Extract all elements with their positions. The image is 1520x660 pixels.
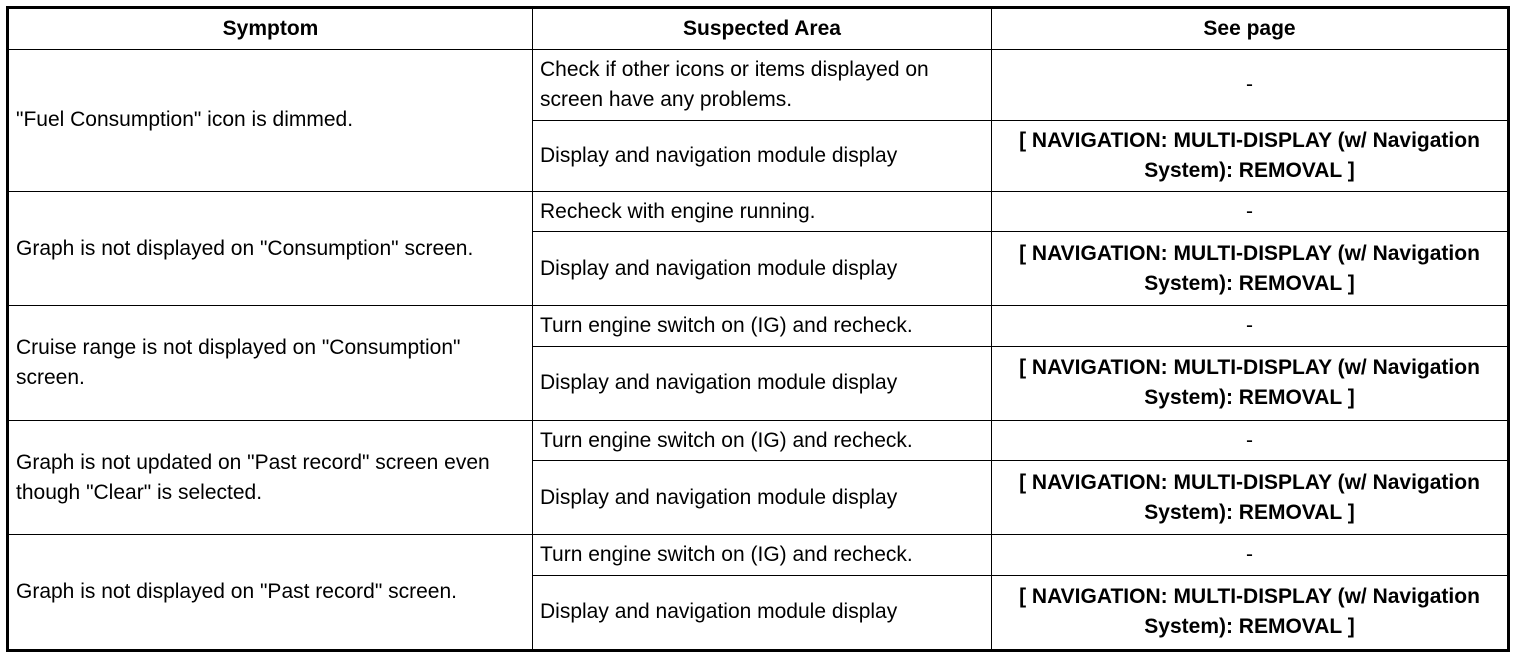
symptom-cell: Graph is not displayed on "Consumption" screen.	[8, 191, 533, 306]
symptom-cell: "Fuel Consumption" icon is dimmed.	[8, 50, 533, 192]
header-suspected-area: Suspected Area	[533, 8, 992, 50]
suspected-area-cell: Display and navigation module display	[533, 461, 992, 535]
see-page-link[interactable]: [ NAVIGATION: MULTI-DISPLAY (w/ Navigation System): REMOVAL ]	[1019, 128, 1480, 182]
see-page-dash: -	[1246, 72, 1253, 96]
see-page-cell	[992, 535, 1509, 576]
suspected-area-cell: Turn engine switch on (IG) and recheck.	[533, 306, 992, 347]
table-row	[8, 535, 1509, 576]
see-page-dash: -	[1246, 428, 1253, 452]
suspected-area-cell: Display and navigation module display	[533, 346, 992, 420]
see-page-cell	[992, 461, 1509, 535]
symptom-table	[6, 6, 1510, 652]
header-row	[8, 8, 1509, 50]
suspected-area-cell: Turn engine switch on (IG) and recheck.	[533, 535, 992, 576]
see-page-cell	[992, 50, 1509, 121]
table-row	[8, 306, 1509, 347]
suspected-area-cell: Turn engine switch on (IG) and recheck.	[533, 420, 992, 461]
symptom-cell: Graph is not displayed on "Past record" screen.	[8, 535, 533, 651]
table-row	[8, 191, 1509, 232]
see-page-cell	[992, 232, 1509, 306]
symptom-cell: Graph is not updated on "Past record" screen even though "Clear" is selected.	[8, 420, 533, 535]
see-page-cell	[992, 575, 1509, 650]
see-page-link[interactable]: [ NAVIGATION: MULTI-DISPLAY (w/ Navigation System): REMOVAL ]	[1019, 241, 1480, 295]
see-page-cell	[992, 120, 1509, 191]
see-page-dash: -	[1246, 199, 1253, 223]
suspected-area-cell: Display and navigation module display	[533, 575, 992, 650]
see-page-cell	[992, 346, 1509, 420]
see-page-cell	[992, 191, 1509, 232]
see-page-cell	[992, 420, 1509, 461]
see-page-dash: -	[1246, 314, 1253, 338]
suspected-area-cell: Display and navigation module display	[533, 232, 992, 306]
table-row	[8, 420, 1509, 461]
table-row	[8, 50, 1509, 121]
see-page-cell	[992, 306, 1509, 347]
suspected-area-cell: Display and navigation module display	[533, 120, 992, 191]
see-page-link[interactable]: [ NAVIGATION: MULTI-DISPLAY (w/ Navigation System): REMOVAL ]	[1019, 356, 1480, 410]
header-symptom: Symptom	[8, 8, 533, 50]
see-page-link[interactable]: [ NAVIGATION: MULTI-DISPLAY (w/ Navigation System): REMOVAL ]	[1019, 470, 1480, 524]
suspected-area-cell: Recheck with engine running.	[533, 191, 992, 232]
see-page-dash: -	[1246, 543, 1253, 567]
symptom-cell: Cruise range is not displayed on "Consumption" screen.	[8, 306, 533, 421]
see-page-link[interactable]: [ NAVIGATION: MULTI-DISPLAY (w/ Navigation System): REMOVAL ]	[1019, 585, 1480, 639]
header-see-page: See page	[992, 8, 1509, 50]
suspected-area-cell: Check if other icons or items displayed on screen have any problems.	[533, 50, 992, 121]
